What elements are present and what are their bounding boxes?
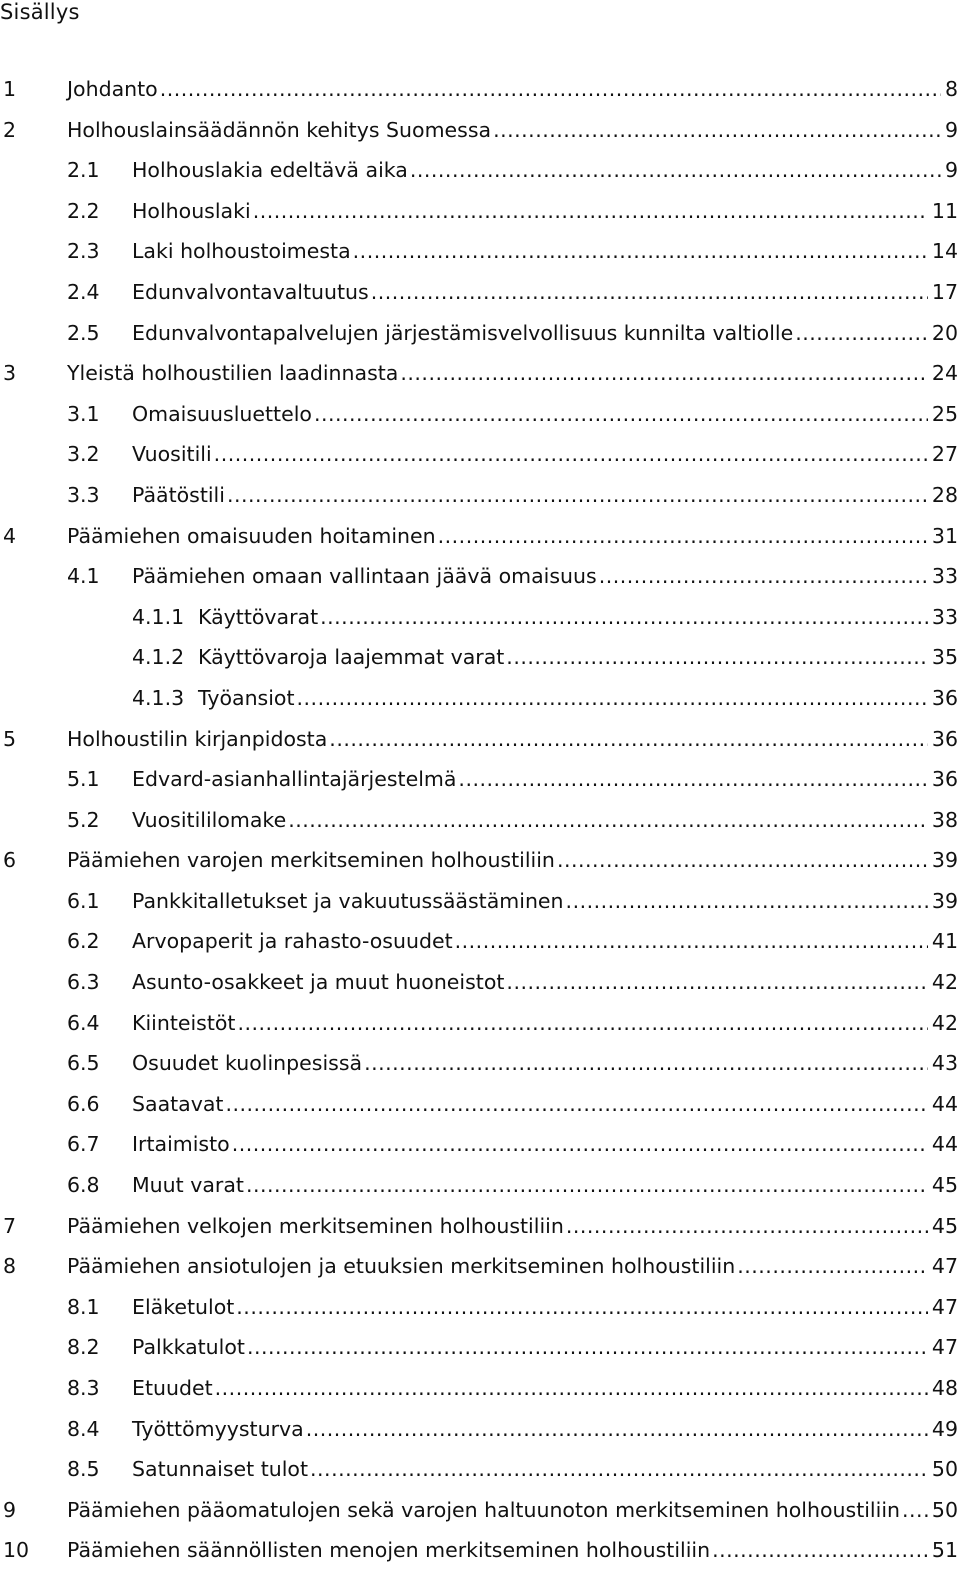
toc-entry-title: Holhoustilin kirjanpidosta bbox=[67, 726, 328, 751]
dot-leader bbox=[232, 1127, 928, 1161]
toc-entry-page-number: 47 bbox=[931, 1335, 958, 1360]
toc-entry-title: Arvopaperit ja rahasto-osuudet bbox=[132, 929, 453, 954]
toc-entry[interactable] bbox=[0, 1290, 958, 1331]
toc-entry-number: 4.1.3 bbox=[132, 685, 185, 710]
dot-leader bbox=[557, 843, 928, 877]
toc-entry-number: 8.1 bbox=[67, 1294, 100, 1319]
toc-entry[interactable] bbox=[0, 1493, 958, 1534]
toc-entry-number: 5 bbox=[3, 726, 17, 751]
toc-entry-line bbox=[132, 1290, 958, 1324]
toc-entry-page-number: 44 bbox=[931, 1091, 958, 1116]
toc-entry[interactable] bbox=[0, 965, 958, 1006]
toc-entry-number: 2.5 bbox=[67, 320, 100, 345]
toc-entry-title: Edunvalvontavaltuutus bbox=[132, 279, 369, 304]
toc-entry-title: Työttömyysturva bbox=[132, 1416, 304, 1441]
dot-leader bbox=[306, 1412, 928, 1446]
toc-entry-page-number: 36 bbox=[931, 767, 958, 792]
toc-entry-number: 2.1 bbox=[67, 158, 100, 183]
toc-entry-page-number: 38 bbox=[931, 807, 958, 832]
toc-entry-title: Vuositili bbox=[132, 442, 212, 467]
toc-entry-page-number: 27 bbox=[931, 442, 958, 467]
toc-entry-title: Osuudet kuolinpesissä bbox=[132, 1051, 363, 1076]
toc-entry-page-number: 11 bbox=[931, 198, 958, 223]
toc-entry-title: Asunto-osakkeet ja muut huoneistot bbox=[132, 970, 505, 995]
toc-entry[interactable] bbox=[0, 113, 958, 154]
toc-entry[interactable] bbox=[0, 1371, 958, 1412]
toc-entry-line bbox=[198, 600, 958, 634]
toc-entry-line bbox=[132, 234, 958, 268]
toc-entry[interactable] bbox=[0, 1209, 958, 1250]
toc-entry-title: Edvard-asianhallintajärjestelmä bbox=[132, 767, 457, 792]
toc-entry[interactable] bbox=[0, 72, 958, 113]
toc-heading: Sisällys bbox=[0, 0, 80, 24]
toc-entry[interactable] bbox=[0, 843, 958, 884]
dot-leader bbox=[364, 1046, 928, 1080]
toc-entry-page-number: 33 bbox=[931, 564, 958, 589]
toc-entry-line bbox=[132, 316, 958, 350]
table-of-contents bbox=[0, 72, 958, 1574]
dot-leader bbox=[214, 437, 928, 471]
toc-entry-title: Satunnaiset tulot bbox=[132, 1457, 309, 1482]
toc-entry-number: 6.3 bbox=[67, 970, 100, 995]
dot-leader bbox=[160, 72, 941, 106]
dot-leader bbox=[314, 397, 928, 431]
dot-leader bbox=[400, 356, 928, 390]
toc-entry-number: 7 bbox=[3, 1213, 17, 1238]
dot-leader bbox=[371, 275, 928, 309]
toc-entry-line bbox=[132, 1168, 958, 1202]
toc-entry[interactable] bbox=[0, 153, 958, 194]
dot-leader bbox=[506, 965, 927, 999]
toc-entry-page-number: 50 bbox=[931, 1497, 958, 1522]
toc-entry-page-number: 44 bbox=[931, 1132, 958, 1157]
toc-entry-number: 4.1.2 bbox=[132, 645, 185, 670]
toc-entry-page-number: 31 bbox=[931, 523, 958, 548]
dot-leader bbox=[253, 194, 928, 228]
toc-entry-page-number: 36 bbox=[931, 726, 958, 751]
dot-leader bbox=[297, 681, 928, 715]
toc-entry[interactable] bbox=[0, 1087, 958, 1128]
toc-entry-title: Päämiehen pääomatulojen sekä varojen haltuunoton merkitseminen holhoustiliin bbox=[67, 1497, 901, 1522]
toc-entry-title: Päämiehen omaan vallintaan jäävä omaisuus bbox=[132, 564, 597, 589]
toc-entry-number: 8.2 bbox=[67, 1335, 100, 1360]
toc-entry-title: Edunvalvontapalvelujen järjestämisvelvollisuus kunnilta valtiolle bbox=[132, 320, 794, 345]
toc-entry-line bbox=[67, 1493, 958, 1527]
toc-entry-line bbox=[132, 194, 958, 228]
toc-entry-title: Johdanto bbox=[67, 77, 158, 101]
toc-entry[interactable] bbox=[0, 884, 958, 925]
toc-entry-number: 6.4 bbox=[67, 1010, 100, 1035]
toc-entry-number: 6.2 bbox=[67, 929, 100, 954]
dot-leader bbox=[353, 234, 928, 268]
toc-entry-line bbox=[132, 884, 958, 918]
toc-entry[interactable] bbox=[0, 234, 958, 275]
toc-entry[interactable] bbox=[0, 1412, 958, 1453]
toc-entry-line bbox=[132, 762, 958, 796]
toc-entry-line bbox=[132, 1087, 958, 1121]
toc-entry-page-number: 47 bbox=[931, 1254, 958, 1279]
toc-entry-number: 9 bbox=[3, 1497, 17, 1522]
toc-entry-title: Päämiehen omaisuuden hoitaminen bbox=[67, 523, 436, 548]
toc-entry-title: Käyttövarat bbox=[198, 604, 319, 629]
toc-entry-line bbox=[67, 72, 958, 106]
toc-entry-number: 10 bbox=[3, 1538, 30, 1563]
toc-entry-line bbox=[67, 113, 958, 147]
toc-entry-title: Työansiot bbox=[198, 685, 295, 710]
toc-entry[interactable] bbox=[0, 722, 958, 763]
toc-entry-line bbox=[67, 519, 958, 553]
toc-entry-page-number: 25 bbox=[931, 401, 958, 426]
dot-leader bbox=[737, 1249, 928, 1283]
toc-entry-number: 6.5 bbox=[67, 1051, 100, 1076]
toc-entry-number: 4 bbox=[3, 523, 17, 548]
toc-entry-page-number: 47 bbox=[931, 1294, 958, 1319]
toc-entry-page-number: 8 bbox=[944, 77, 958, 101]
toc-entry-title: Holhouslakia edeltävä aika bbox=[132, 158, 408, 183]
toc-entry-title: Päämiehen velkojen merkitseminen holhoustiliin bbox=[67, 1213, 564, 1238]
toc-entry-number: 8.5 bbox=[67, 1457, 100, 1482]
toc-entry[interactable] bbox=[0, 397, 958, 438]
toc-entry-line bbox=[132, 153, 958, 187]
dot-leader bbox=[227, 478, 928, 512]
toc-entry-number: 4.1.1 bbox=[132, 604, 185, 629]
toc-entry-number: 6.8 bbox=[67, 1173, 100, 1198]
toc-entry-page-number: 28 bbox=[931, 482, 958, 507]
toc-entry-number: 5.1 bbox=[67, 767, 100, 792]
toc-entry-line bbox=[132, 803, 958, 837]
dot-leader bbox=[310, 1452, 928, 1486]
dot-leader bbox=[455, 924, 928, 958]
toc-entry[interactable] bbox=[0, 924, 958, 965]
toc-entry-line bbox=[198, 681, 958, 715]
dot-leader bbox=[438, 519, 928, 553]
dot-leader bbox=[493, 113, 941, 147]
toc-entry[interactable] bbox=[0, 1533, 958, 1574]
toc-entry[interactable] bbox=[0, 356, 958, 397]
toc-entry[interactable] bbox=[0, 1127, 958, 1168]
toc-entry-page-number: 51 bbox=[931, 1538, 958, 1563]
toc-entry-line bbox=[67, 843, 958, 877]
toc-entry-title: Muut varat bbox=[132, 1173, 244, 1198]
toc-entry-title: Pankkitalletukset ja vakuutussäästäminen bbox=[132, 888, 564, 913]
toc-entry-line bbox=[132, 397, 958, 431]
toc-entry[interactable] bbox=[0, 478, 958, 519]
toc-entry-line bbox=[132, 1371, 958, 1405]
toc-entry-line bbox=[67, 1209, 958, 1243]
toc-entry-page-number: 48 bbox=[931, 1376, 958, 1400]
toc-entry-title: Irtaimisto bbox=[132, 1132, 230, 1157]
toc-entry-number: 3 bbox=[3, 361, 17, 386]
toc-entry-page-number: 50 bbox=[931, 1457, 958, 1482]
toc-entry-number: 2.2 bbox=[67, 198, 100, 223]
toc-entry-page-number: 42 bbox=[931, 1010, 958, 1035]
toc-entry[interactable] bbox=[0, 519, 958, 560]
toc-entry-title: Päätöstili bbox=[132, 482, 225, 507]
toc-entry-page-number: 9 bbox=[944, 158, 958, 183]
toc-entry-line bbox=[132, 1006, 958, 1040]
toc-entry-page-number: 45 bbox=[931, 1213, 958, 1238]
toc-entry-page-number: 42 bbox=[931, 970, 958, 995]
toc-entry-title: Omaisuusluettelo bbox=[132, 401, 312, 426]
toc-entry[interactable] bbox=[0, 600, 958, 641]
toc-entry[interactable] bbox=[0, 437, 958, 478]
toc-entry-number: 3.1 bbox=[67, 401, 100, 426]
toc-entry-number: 3.3 bbox=[67, 482, 100, 507]
toc-entry-number: 5.2 bbox=[67, 807, 100, 832]
dot-leader bbox=[599, 559, 928, 593]
toc-entry-page-number: 45 bbox=[931, 1173, 958, 1198]
dot-leader bbox=[288, 803, 928, 837]
toc-entry-page-number: 39 bbox=[931, 848, 958, 873]
dot-leader bbox=[225, 1087, 927, 1121]
toc-entry-line bbox=[67, 1249, 958, 1283]
toc-entry[interactable] bbox=[0, 1452, 958, 1493]
dot-leader bbox=[236, 1290, 928, 1324]
toc-entry-line bbox=[67, 356, 958, 390]
toc-entry-line bbox=[132, 478, 958, 512]
toc-entry-number: 6.6 bbox=[67, 1091, 100, 1116]
toc-entry-number: 6.7 bbox=[67, 1132, 100, 1157]
dot-leader bbox=[506, 640, 928, 674]
dot-leader bbox=[329, 722, 928, 756]
toc-entry-title: Päämiehen ansiotulojen ja etuuksien merkitseminen holhoustiliin bbox=[67, 1254, 736, 1279]
toc-entry-page-number: 36 bbox=[931, 685, 958, 710]
toc-entry-number: 6 bbox=[3, 848, 17, 873]
toc-entry-line bbox=[132, 1452, 958, 1486]
toc-entry[interactable] bbox=[0, 1046, 958, 1087]
toc-entry-page-number: 24 bbox=[931, 361, 958, 386]
toc-entry[interactable] bbox=[0, 1330, 958, 1371]
toc-entry[interactable] bbox=[0, 559, 958, 600]
toc-entry[interactable] bbox=[0, 1249, 958, 1290]
toc-entry-number: 8.3 bbox=[67, 1376, 100, 1400]
toc-entry-number: 8 bbox=[3, 1254, 17, 1279]
toc-entry-number: 4.1 bbox=[67, 564, 100, 589]
toc-entry-number: 1 bbox=[3, 77, 17, 101]
toc-entry-page-number: 43 bbox=[931, 1051, 958, 1076]
toc-entry-title: Kiinteistöt bbox=[132, 1010, 236, 1035]
dot-leader bbox=[566, 884, 928, 918]
toc-entry-title: Laki holhoustoimesta bbox=[132, 239, 351, 264]
toc-entry-line bbox=[132, 1046, 958, 1080]
dot-leader bbox=[246, 1168, 928, 1202]
toc-entry-page-number: 49 bbox=[931, 1416, 958, 1441]
dot-leader bbox=[566, 1209, 928, 1243]
toc-entry-line bbox=[67, 722, 958, 756]
toc-entry[interactable] bbox=[0, 803, 958, 844]
toc-entry-line bbox=[132, 1412, 958, 1446]
toc-entry-page-number: 33 bbox=[931, 604, 958, 629]
toc-entry[interactable] bbox=[0, 1168, 958, 1209]
toc-entry-title: Päämiehen säännöllisten menojen merkitseminen holhoustiliin bbox=[67, 1538, 711, 1563]
toc-entry-title: Holhouslaki bbox=[132, 198, 251, 223]
toc-entry-title: Etuudet bbox=[132, 1376, 213, 1400]
toc-entry-page-number: 35 bbox=[931, 645, 958, 670]
toc-entry-title: Eläketulot bbox=[132, 1294, 235, 1319]
dot-leader bbox=[902, 1493, 928, 1527]
toc-entry-page-number: 14 bbox=[931, 239, 958, 264]
toc-entry-page-number: 9 bbox=[944, 117, 958, 142]
dot-leader bbox=[795, 316, 928, 350]
toc-entry-line bbox=[132, 559, 958, 593]
dot-leader bbox=[320, 600, 928, 634]
toc-entry-number: 6.1 bbox=[67, 888, 100, 913]
dot-leader bbox=[458, 762, 927, 796]
toc-entry-line bbox=[67, 1533, 958, 1567]
toc-entry-page-number: 20 bbox=[931, 320, 958, 345]
toc-entry-number: 2 bbox=[3, 117, 17, 142]
toc-entry-title: Päämiehen varojen merkitseminen holhoustiliin bbox=[67, 848, 555, 873]
toc-entry[interactable] bbox=[0, 194, 958, 235]
toc-entry-title: Vuositililomake bbox=[132, 807, 287, 832]
dot-leader bbox=[712, 1533, 928, 1567]
dot-leader bbox=[237, 1006, 927, 1040]
toc-entry-title: Palkkatulot bbox=[132, 1335, 245, 1360]
toc-entry-title: Yleistä holhoustilien laadinnasta bbox=[67, 361, 399, 386]
toc-entry-page-number: 17 bbox=[931, 279, 958, 304]
toc-entry-line bbox=[132, 1127, 958, 1161]
toc-entry[interactable] bbox=[0, 762, 958, 803]
toc-entry-number: 2.4 bbox=[67, 279, 100, 304]
dot-leader bbox=[215, 1371, 928, 1405]
toc-entry-line bbox=[132, 275, 958, 309]
toc-entry-title: Käyttövaroja laajemmat varat bbox=[198, 645, 505, 670]
dot-leader bbox=[247, 1330, 928, 1364]
toc-entry[interactable] bbox=[0, 640, 958, 681]
dot-leader bbox=[410, 153, 941, 187]
toc-entry-line bbox=[132, 437, 958, 471]
toc-entry-number: 2.3 bbox=[67, 239, 100, 264]
toc-entry-line bbox=[132, 924, 958, 958]
toc-entry-title: Saatavat bbox=[132, 1091, 224, 1116]
toc-entry-line bbox=[132, 1330, 958, 1364]
toc-entry-title: Holhouslainsäädännön kehitys Suomessa bbox=[67, 117, 492, 142]
toc-entry-number: 8.4 bbox=[67, 1416, 100, 1441]
toc-entry[interactable] bbox=[0, 1006, 958, 1047]
toc-entry-page-number: 41 bbox=[931, 929, 958, 954]
toc-entry-line bbox=[198, 640, 958, 674]
toc-entry-line bbox=[132, 965, 958, 999]
toc-entry-number: 3.2 bbox=[67, 442, 100, 467]
toc-entry[interactable] bbox=[0, 316, 958, 357]
toc-entry-page-number: 39 bbox=[931, 888, 958, 913]
toc-entry[interactable] bbox=[0, 275, 958, 316]
toc-entry[interactable] bbox=[0, 681, 958, 722]
